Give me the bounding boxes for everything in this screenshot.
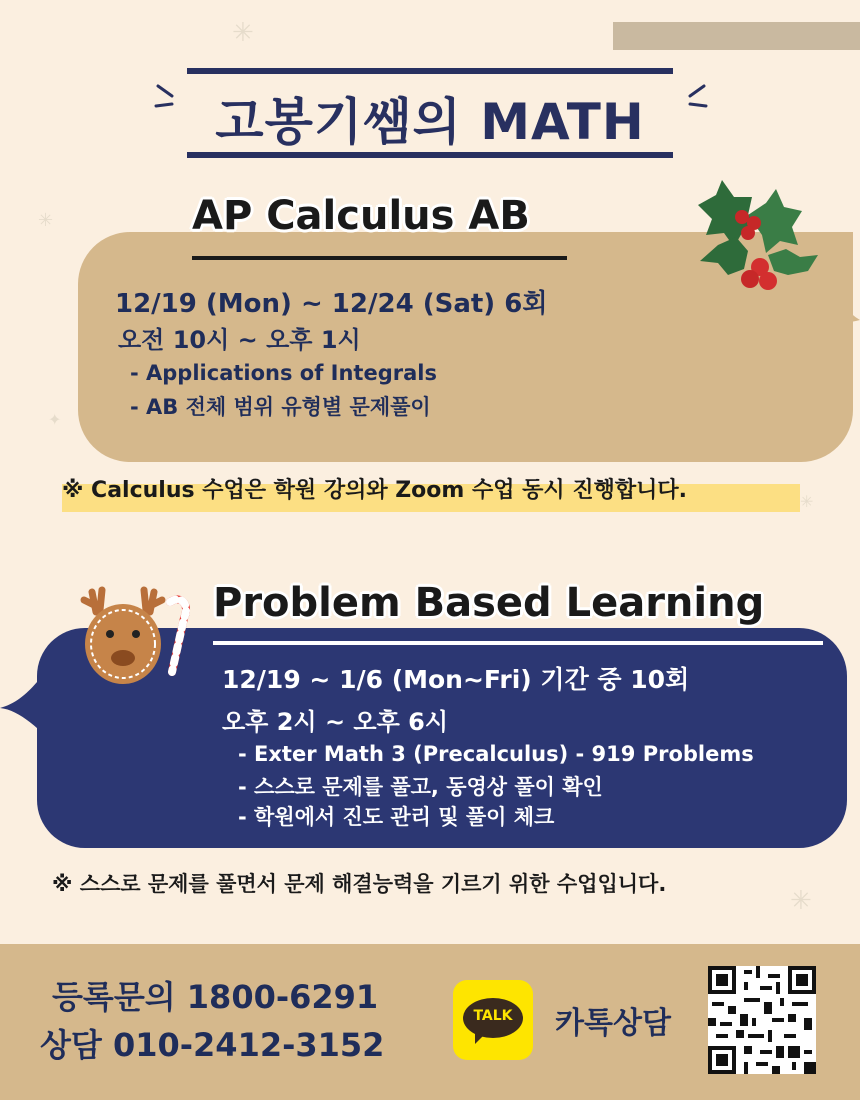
title-spark-left-icon (150, 80, 190, 120)
ap-topic-item: - AB 전체 범위 유형별 문제풀이 (130, 395, 431, 419)
sparkle-star-icon: ✳ (800, 492, 814, 511)
pbl-topic-item: - 학원에서 진도 관리 및 풀이 체크 (238, 805, 555, 829)
ap-schedule: 12/19 (Mon) ~ 12/24 (Sat) 6회 (115, 289, 548, 319)
pbl-time: 오후 2시 ~ 오후 6시 (222, 708, 449, 736)
pbl-topic-item: - 스스로 문제를 풀고, 동영상 풀이 확인 (238, 775, 603, 799)
title-rule-top (187, 68, 673, 74)
kakaotalk-icon[interactable] (453, 980, 533, 1060)
kakao-consult-label[interactable]: 카톡상담 (555, 1006, 671, 1041)
ap-topic-item: - Applications of Integrals (130, 361, 437, 385)
footer (0, 944, 860, 1100)
sparkle-star-icon: ✳ (790, 886, 812, 916)
ap-course-title: AP Calculus AB (192, 193, 530, 239)
talk-bubble-tail (473, 1032, 489, 1046)
sparkle-star-icon: ✳ (232, 18, 254, 48)
qr-code-icon[interactable] (708, 966, 816, 1074)
talk-icon-label: TALK (473, 1008, 513, 1024)
ap-time: 오전 10시 ~ 오후 1시 (118, 326, 361, 354)
sparkle-star-icon: ✳ (38, 210, 54, 231)
consult-phone[interactable]: 상담 010-2412-3152 (40, 1026, 385, 1064)
reindeer-cookie-icon (62, 572, 192, 702)
sparkle-star-icon: ✦ (48, 410, 62, 429)
pbl-topic-item: - Exter Math 3 (Precalculus) - 919 Problems (238, 742, 754, 766)
holly-icon (688, 175, 823, 300)
ap-note: ※ Calculus 수업은 학원 강의와 Zoom 수업 동시 진행합니다. (62, 478, 687, 503)
ap-title-underline (192, 256, 567, 260)
pbl-note: ※ 스스로 문제를 풀면서 문제 해결능력을 기르기 위한 수업입니다. (52, 872, 667, 896)
title-block (187, 68, 673, 160)
pbl-course-title: Problem Based Learning (213, 580, 765, 626)
pbl-schedule: 12/19 ~ 1/6 (Mon~Fri) 기간 중 10회 (222, 665, 690, 694)
title-spark-right-icon (672, 80, 712, 120)
top-decorative-strip (613, 22, 860, 50)
pbl-title-underline (213, 641, 823, 645)
registration-phone[interactable]: 등록문의 1800-6291 (52, 978, 379, 1016)
title-rule-bottom (187, 152, 673, 158)
page-title: 고봉기쌤의 MATH (215, 93, 645, 151)
